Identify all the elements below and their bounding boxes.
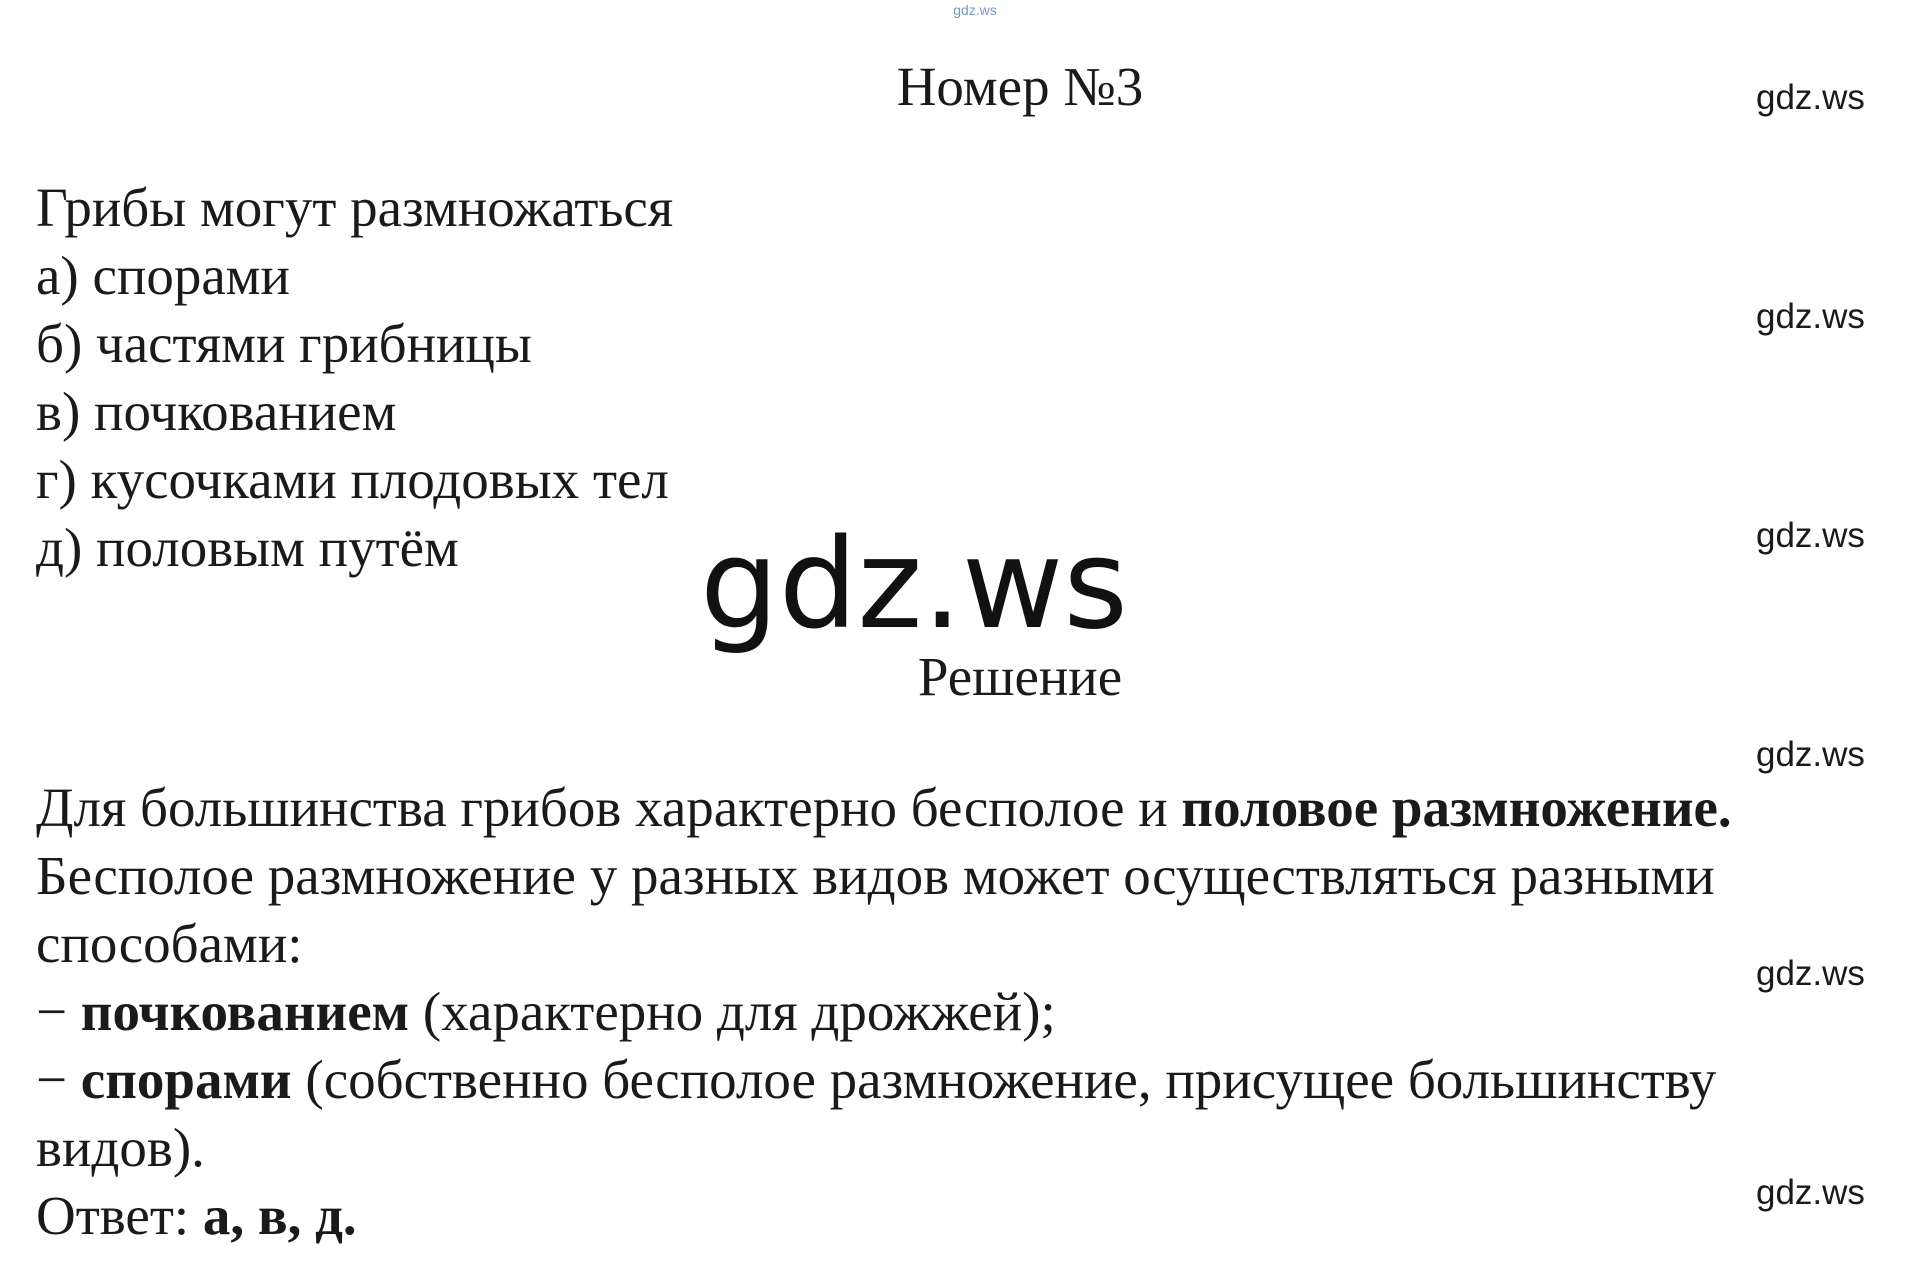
item-1-dash: −: [36, 981, 81, 1042]
item-2-rest: (собственно бесполое размножение, присущее большинству: [291, 1049, 1717, 1110]
solution-item-2-cont: видов).: [36, 1117, 205, 1178]
answer-line: [36, 1182, 1732, 1250]
solution-block: [36, 774, 1732, 1250]
solution-heading: Решение: [917, 646, 1123, 707]
solution-line-3: способами:: [36, 913, 303, 974]
solution-line-1-text: Для большинства грибов характерно бесполое и: [36, 777, 1182, 838]
watermark-side-1: gdz.ws: [1756, 78, 1865, 117]
watermark-side-4: gdz.ws: [1756, 735, 1865, 774]
answer-value: а, в, д.: [202, 1185, 357, 1246]
watermark-side-3: gdz.ws: [1756, 516, 1865, 555]
solution-line-1-bold: половое размножение.: [1181, 777, 1732, 838]
item-1-rest: (характерно для дрожжей);: [409, 981, 1056, 1042]
solution-item-2: [36, 1046, 1732, 1114]
watermark-center: gdz.ws: [700, 513, 1128, 657]
option-a: а) спорами: [36, 245, 290, 306]
option-e: д) половым путём: [36, 517, 459, 578]
question-block: [36, 174, 673, 582]
page-title: Номер №3: [896, 56, 1144, 117]
item-2-bold: спорами: [80, 1049, 292, 1110]
option-d: г) кусочками плодовых тел: [36, 449, 669, 510]
watermark-side-5: gdz.ws: [1756, 954, 1865, 993]
answer-label: Ответ:: [36, 1185, 203, 1246]
item-2-dash: −: [36, 1049, 81, 1110]
option-b: б) частями грибницы: [36, 313, 532, 374]
solution-line-1: [36, 774, 1732, 842]
solution-item-1: [36, 978, 1732, 1046]
watermark-top: gdz.ws: [953, 2, 997, 18]
solution-line-2: Бесполое размножение у разных видов может осуществляться разными: [36, 845, 1715, 906]
watermark-side-2: gdz.ws: [1756, 297, 1865, 336]
watermark-side-6: gdz.ws: [1756, 1173, 1865, 1212]
item-1-bold: почкованием: [80, 981, 410, 1042]
question-stem: Грибы могут размножаться: [36, 177, 674, 238]
option-c: в) почкованием: [36, 381, 397, 442]
